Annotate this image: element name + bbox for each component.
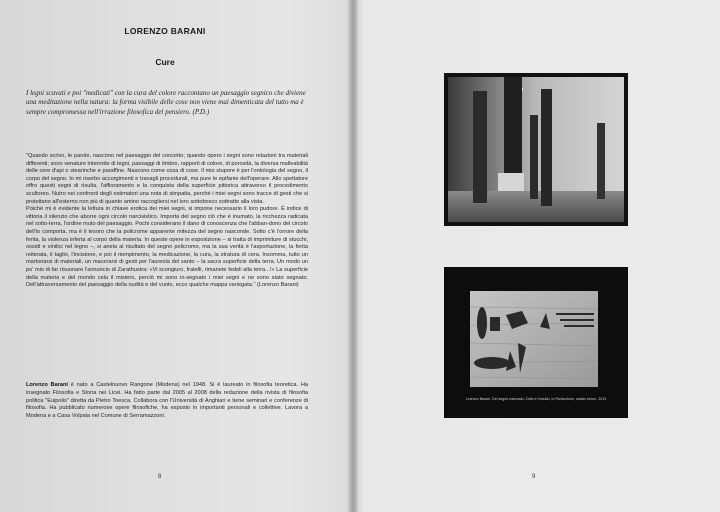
statement-paragraph-2: Poiché mi è evidente la lettura in chiave erotica dei miei segni, si impone necessario il loro pudore. È indice di vittoria il silenzio che aborre ogni circolo narcisistico. Importa del segno ciò che è inumato, la ricchezza radicata nel sotto-terra, l'ordine muto del paesaggio. Pochi considerano il dano di conoscenza che l'abban-dono del circolo dell'io comporta, ma è il tesoro che la policrome apparente mitezza del segno nasconde. Sotto c'è l'orrore della ferita, la violenza inferta al corpo della materia. In queste opere in esposizione – si tratta di imprimiture di stucchi, ossidi e vinilici nel legno –, si anela al risultato del segno policromo, ma la sua verità è l'asportazione, la ferita reiterata, il taglio, l'incisione, e poi il riempimento, la medicazione, la cura, la stratura di cera. Insomma, tutto un martoriarsi di materiali, un macerarsi di gesti per l'aureola del santo – la sacra superficie della terra. Un modo un po' mio di far risuonare l'annuncio di Zarathustra: «Vi scongiuro, fratelli, rimanete fedeli alla terra...!» La superficie della materia e del mondo cela il mistero, perciò mi sono in-segnato i miei segni e ne sono stato segnato. Dell'attraversamento del paesaggio della nudità e del vuoto, ecco qualche mappa variegata." (Lorenzo Barani) — [26, 206, 308, 289]
page-number-right: 9 — [532, 474, 536, 480]
author-heading: LORENZO BARANI — [124, 26, 206, 36]
photo-caption: Lorenzo Barani, Del segno nascosto: Zolfo e l'ossido, in Rivoluzione, ossido tenue, 2013 — [465, 397, 607, 401]
page-title: Cure — [155, 57, 175, 67]
bio-name: Lorenzo Barani — [26, 382, 68, 388]
biography — [26, 382, 308, 421]
page-number-left: 8 — [158, 474, 162, 480]
carved-wood-artwork-photo — [444, 267, 628, 418]
artist-statement — [26, 153, 308, 290]
right-page — [356, 0, 720, 512]
sculpture-installation-photo — [444, 73, 628, 226]
intro-paragraph: I legni scavati e poi "medicati" con la cura del colore raccontano un paesaggio segnico che diviene una meditazione nella natura: la forma visibile delle cose non viene mai dimenticata del tutto ma è sempre compromessa nell'irruzione filosofica del pensiero. (P.D.) — [26, 89, 306, 116]
statement-paragraph-1: "Quando scrivo, le parole, nascono nel paesaggio del concetto; quando opero i segni sono relazioni tra materiali differenti; sono venature interrotte di legni, passaggi di timbro, rapporti di colore, di porosità, la diversa malleabilità delle cere d'api o stearinche e paraffine. Nascono come cosa di cose. Il mio stupore è per l'ontologia del segno, il corpo del segno. Io mi riserbo accorgimenti e travagli procedurali, ma pure le epifanie dell'operare. Allo spettatore offro questi segni di risulta, l'affioramento e la conquista della superficie pittorica attraverso il procedimento scultoreo. Nutro nei confronti degli estimatori una nota di simpatia, perché i miei segni sono tracce di gesti che si proiettano all'esterno non più di quanto amino raccogliersi nel loro sottobosco sottratto alla vista. — [26, 153, 308, 205]
left-page — [0, 0, 352, 512]
bio-text: è nato a Castelnuovo Rangone (Modena) nel 1948. Si è laureato in filosofia teoretica. Ha insegnato Filosofia e Storia nei Licei. Ha fatto parte dal 2005 al 2008 della redazione della rivista di filosofia politica "Euipolis" diretta da Pietro Toesca. Collabora con l'Università di Anghiari e tiene seminari e conferenze di filosofia. Ha pubblicato numerose opere filosofiche, ha esposto in importanti personali e collettive. Lavora a Modena e a Casa Volpaia nel Comune di Serramazzoni. — [26, 382, 309, 420]
